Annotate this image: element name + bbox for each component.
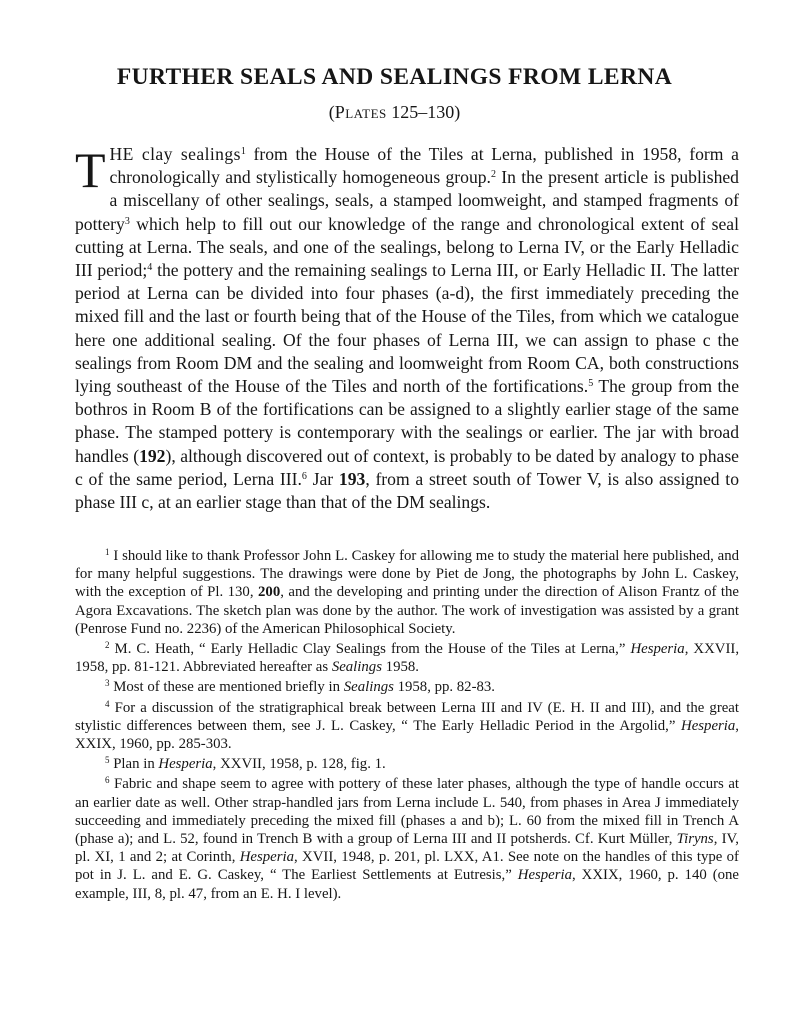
plates-close-paren: )	[454, 102, 461, 122]
footnote-ref[interactable]: 1	[240, 146, 246, 157]
footnote-number: 5	[105, 755, 110, 766]
journal-title: Hesperia	[239, 849, 294, 866]
article-title: FURTHER SEALS AND SEALINGS FROM LERNA	[116, 64, 673, 90]
body-text-run: which help to fill out our knowledge of the range and chronological extent of seal cutting at Lerna. The seals, and one of the sealings, belong to Lerna IV, or the Early Helladic III period;	[75, 213, 739, 281]
journal-title: Hesperia	[681, 717, 736, 734]
plates-open-paren: (	[328, 102, 335, 122]
footnote-ref[interactable]: 2	[490, 169, 496, 181]
footnote-6	[75, 775, 739, 902]
footnote-1	[75, 547, 739, 638]
body-text-run: ), although discovered out of context, is probably to be dated by analogy to phase c of the same period, Lerna III.	[75, 445, 739, 489]
body-text-run: The group from the bothros in Room B of the fortifications can be assigned to a slightly earlier stage of the same phase. The stamped pottery is contemporary with the sealings or earlier. The jar with broad handles (	[75, 376, 740, 466]
footnote-ref[interactable]: 3	[124, 215, 130, 227]
footnote-text: , XXIX, 1960, p. 140 (one example, III, 8, pl. 47, from an E. H. I level).	[75, 867, 739, 902]
journal-title: Hesperia	[158, 756, 213, 773]
footnote-number: 1	[105, 547, 110, 557]
footnote-text: , XXIX, 1960, pp. 285-303.	[75, 717, 739, 753]
footnote-text: , XVII, 1948, p. 201, pl. LXX, A1. See note on the handles of this type of pot in J. L. and E. G. Caskey, “ The Earliest Settlements at Eutresis,”	[75, 849, 739, 884]
journal-title: Hesperia	[630, 641, 685, 658]
catalogue-number: 193	[338, 468, 366, 489]
footnote-text: 1958, pp. 82-83.	[397, 679, 496, 696]
book-title: Tiryns	[676, 831, 714, 848]
footnote-text: For a discussion of the stratigraphical break between Lerna III and IV (E. H. II and III), and the great stylistic differences between them, see J. L. Caskey, “ The Early Helladic Period in the Argolid,”	[75, 699, 739, 734]
footnote-number: 2	[105, 640, 110, 651]
footnote-5	[75, 755, 739, 773]
footnote-text: M. C. Heath, “ Early Helladic Clay Sealings from the House of the Tiles at Lerna,”	[114, 641, 626, 658]
footnotes	[75, 547, 739, 905]
short-title: Sealings	[331, 659, 382, 676]
footnote-ref[interactable]: 5	[588, 378, 594, 390]
footnote-ref[interactable]: 4	[147, 262, 153, 274]
footnote-text: I should like to thank Professor John L. Caskey for allowing me to study the material here published, and for many helpful suggestions. The drawings were done by Piet de Jong, the photographs by John L. Caskey, with the exception of Pl. 130,	[75, 548, 740, 601]
footnote-text: Most of these are mentioned briefly in	[113, 679, 341, 696]
footnote-number: 4	[105, 698, 110, 709]
journal-title: Hesperia	[517, 867, 573, 884]
body-text-run: the pottery and the remaining sealings to Lerna III, or Early Helladic II. The latter period at Lerna can be divided into four phases (a-d), the first immediately preceding the mixed fill and the last or fourth being that of the House of the Tiles, from which we catalogue here one additional sealing. Of the four phases of Lerna III, we can assign to phase c the sealings from Room DM and the sealing and loomweight from Room CA, both constructions lying southeast of the House of the Tiles and north of the fortifications.	[75, 260, 740, 397]
footnote-text: , and the developing and printing under the direction of Alison Frantz of the Agora Excavations. The sketch plan was done by the author. The work of investigation was assisted by a grant (Penrose Fund no. 2236) of the American Philosophical Society.	[75, 584, 740, 637]
footnote-4	[75, 699, 739, 754]
footnote-text: , XXVII, 1958, pp. 81-121. Abbreviated hereafter as	[75, 641, 740, 676]
footnote-number: 6	[105, 775, 110, 786]
drop-cap: T	[75, 142, 106, 198]
short-title: Sealings	[343, 679, 394, 696]
catalogue-number: 200	[258, 584, 281, 601]
footnote-text: Plan in	[113, 756, 155, 773]
body-text-run: from the House of the Tiles at Lerna, published in 1958, form a chronologically and stylistically homogeneous group.	[109, 144, 739, 188]
footnote-number: 3	[105, 678, 110, 689]
footnote-text: 1958.	[385, 659, 419, 676]
body-text-run: Jar	[312, 468, 334, 489]
footnote-text: , IV, pl. XI, 1 and 2; at Corinth,	[75, 831, 739, 866]
footnote-3	[75, 678, 739, 696]
plates-range: 125–130	[391, 102, 455, 122]
footnote-text: Fabric and shape seem to agree with pottery of these later phases, although the type of handle occurs at an earlier date as well. Other strap-handled jars from Lerna include L. 540, from phases in Area J immediately succeeding and immediately preceding the mixed fill (phases a and b); L. 60 from the mixed fill in Trench A (phase a); and L. 52, found in Trench B with a group of Lerna III and II potsherds. Cf. Kurt Müller,	[75, 776, 739, 848]
body-text-run: HE clay sealings	[109, 144, 241, 164]
plates-reference	[0, 102, 789, 123]
body-text-run: , from a street south of Tower V, is also assigned to phase III c, at an earlier stage than that of the DM sealings.	[75, 468, 739, 513]
catalogue-number: 192	[139, 445, 166, 466]
body-paragraph	[75, 143, 739, 514]
footnote-ref[interactable]: 6	[301, 470, 307, 482]
plates-label: Plates	[334, 102, 387, 122]
footnote-text: , XXVII, 1958, p. 128, fig. 1.	[212, 756, 386, 773]
body-text-run: In the present article is published a miscellany of other sealings, seals, a stamped loomweight, and stamped fragments of pottery	[75, 167, 739, 234]
footnote-2	[75, 640, 739, 676]
